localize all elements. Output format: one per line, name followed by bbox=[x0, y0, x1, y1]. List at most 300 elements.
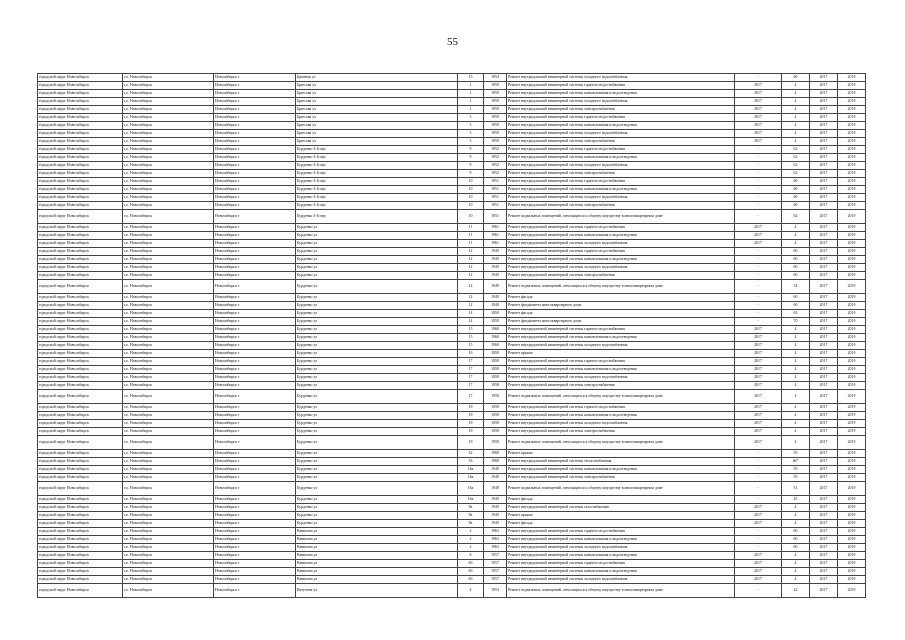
municipality-cell: г.о. Новосибирск bbox=[123, 342, 214, 350]
planned-year-cell: - bbox=[735, 310, 782, 318]
start-year-cell: 2017 bbox=[810, 390, 838, 404]
start-year-cell: 2017 bbox=[810, 576, 838, 584]
table-row bbox=[38, 130, 866, 138]
start-year-cell: 2017 bbox=[810, 146, 838, 154]
build-year-cell: 1959 bbox=[484, 138, 507, 146]
work-type-cell: Ремонт фасада bbox=[507, 294, 735, 302]
end-year-cell: 2019 bbox=[838, 318, 866, 326]
table-row bbox=[38, 302, 866, 310]
planned-year-cell: 2017 bbox=[735, 412, 782, 420]
period-cell: 4 bbox=[782, 350, 810, 358]
district-cell: городской округ Новосибирск bbox=[38, 318, 123, 326]
work-type-cell: Ремонт внутридомовой инженерной системы горячего водоснабжения bbox=[507, 178, 735, 186]
street-cell: Вавилова ул bbox=[296, 528, 458, 536]
work-type-cell: Ремонт внутридомовой инженерной системы канализования и водоотведения bbox=[507, 186, 735, 194]
work-type-cell: Ремонт внутридомовой инженерной системы холодного водоснабжения bbox=[507, 162, 735, 170]
work-type-cell: Ремонт внутридомовой инженерной системы холодного водоснабжения bbox=[507, 342, 735, 350]
build-year-cell: 1963 bbox=[484, 528, 507, 536]
planned-year-cell: - bbox=[735, 280, 782, 294]
house-number-cell: 19 bbox=[458, 428, 484, 436]
work-type-cell: Ремонт внутридомовой инженерной системы теплоснабжения bbox=[507, 458, 735, 466]
table-row bbox=[38, 280, 866, 294]
house-number-cell: 9 bbox=[458, 170, 484, 178]
end-year-cell: 2019 bbox=[838, 248, 866, 256]
period-cell: 4 bbox=[782, 138, 810, 146]
start-year-cell: 2017 bbox=[810, 106, 838, 114]
planned-year-cell: 2017 bbox=[735, 436, 782, 450]
work-type-cell: Ремонт внутридомовой инженерной системы холодного водоснабжения bbox=[507, 194, 735, 202]
house-number-cell: 19 bbox=[458, 420, 484, 428]
end-year-cell: 2019 bbox=[838, 482, 866, 496]
house-number-cell: 1 bbox=[458, 90, 484, 98]
city-cell: Новосибирск г bbox=[214, 146, 296, 154]
build-year-cell: 1949 bbox=[484, 256, 507, 264]
period-cell: 4 bbox=[782, 428, 810, 436]
district-cell: городской округ Новосибирск bbox=[38, 248, 123, 256]
table-row bbox=[38, 162, 866, 170]
house-number-cell: 3 bbox=[458, 130, 484, 138]
end-year-cell: 2019 bbox=[838, 544, 866, 552]
planned-year-cell: - bbox=[735, 482, 782, 496]
work-type-cell: Ремонт подвальных помещений, относящихся к общему имуществу в многоквартирном доме bbox=[507, 436, 735, 450]
start-year-cell: 2017 bbox=[810, 232, 838, 240]
house-number-cell: 19 bbox=[458, 436, 484, 450]
end-year-cell: 2019 bbox=[838, 552, 866, 560]
table-row bbox=[38, 428, 866, 436]
end-year-cell: 2019 bbox=[838, 178, 866, 186]
work-type-cell: Ремонт крыши bbox=[507, 350, 735, 358]
period-cell: 60 bbox=[782, 528, 810, 536]
period-cell: 4 bbox=[782, 404, 810, 412]
district-cell: городской округ Новосибирск bbox=[38, 374, 123, 382]
start-year-cell: 2017 bbox=[810, 466, 838, 474]
municipality-cell: г.о. Новосибирск bbox=[123, 138, 214, 146]
street-cell: Бурденко 3-й пер bbox=[296, 202, 458, 210]
street-cell: Бурденко ул bbox=[296, 496, 458, 504]
period-cell: 4 bbox=[782, 90, 810, 98]
street-cell: Бурденко ул bbox=[296, 256, 458, 264]
city-cell: Новосибирск г bbox=[214, 552, 296, 560]
build-year-cell: 1960 bbox=[484, 334, 507, 342]
table-row bbox=[38, 224, 866, 232]
table-row bbox=[38, 82, 866, 90]
planned-year-cell: 2017 bbox=[735, 240, 782, 248]
house-number-cell: 10 bbox=[458, 202, 484, 210]
build-year-cell: 1949 bbox=[484, 520, 507, 528]
district-cell: городской округ Новосибирск bbox=[38, 106, 123, 114]
house-number-cell: 12 bbox=[458, 248, 484, 256]
end-year-cell: 2019 bbox=[838, 146, 866, 154]
municipality-cell: г.о. Новосибирск bbox=[123, 318, 214, 326]
street-cell: Бурденко ул bbox=[296, 390, 458, 404]
start-year-cell: 2017 bbox=[810, 310, 838, 318]
planned-year-cell: - bbox=[735, 202, 782, 210]
end-year-cell: 2019 bbox=[838, 194, 866, 202]
build-year-cell: 1961 bbox=[484, 240, 507, 248]
build-year-cell: 1959 bbox=[484, 106, 507, 114]
planned-year-cell: 2017 bbox=[735, 358, 782, 366]
district-cell: городской округ Новосибирск bbox=[38, 146, 123, 154]
street-cell: Бурденко ул bbox=[296, 232, 458, 240]
end-year-cell: 2019 bbox=[838, 536, 866, 544]
table-row bbox=[38, 342, 866, 350]
district-cell: городской округ Новосибирск bbox=[38, 232, 123, 240]
start-year-cell: 2017 bbox=[810, 162, 838, 170]
build-year-cell: 1958 bbox=[484, 366, 507, 374]
district-cell: городской округ Новосибирск bbox=[38, 272, 123, 280]
district-cell: городской округ Новосибирск bbox=[38, 504, 123, 512]
street-cell: Брюсова ул bbox=[296, 138, 458, 146]
house-number-cell: 11 bbox=[458, 240, 484, 248]
city-cell: Новосибирск г bbox=[214, 496, 296, 504]
work-type-cell: Ремонт фасада bbox=[507, 520, 735, 528]
end-year-cell: 2019 bbox=[838, 162, 866, 170]
end-year-cell: 2019 bbox=[838, 342, 866, 350]
district-cell: городской округ Новосибирск bbox=[38, 482, 123, 496]
house-number-cell: 16а bbox=[458, 474, 484, 482]
district-cell: городской округ Новосибирск bbox=[38, 466, 123, 474]
end-year-cell: 2019 bbox=[838, 382, 866, 390]
work-type-cell: Ремонт внутридомовой инженерной системы горячего водоснабжения bbox=[507, 404, 735, 412]
build-year-cell: 1949 bbox=[484, 302, 507, 310]
planned-year-cell: 2017 bbox=[735, 122, 782, 130]
build-year-cell: 1963 bbox=[484, 536, 507, 544]
table-row bbox=[38, 358, 866, 366]
build-year-cell: 1958 bbox=[484, 420, 507, 428]
build-year-cell: 1963 bbox=[484, 544, 507, 552]
street-cell: Бурденко ул bbox=[296, 420, 458, 428]
period-cell: 60 bbox=[782, 178, 810, 186]
build-year-cell: 1949 bbox=[484, 474, 507, 482]
municipality-cell: г.о. Новосибирск bbox=[123, 170, 214, 178]
city-cell: Новосибирск г bbox=[214, 122, 296, 130]
street-cell: Бурденко ул bbox=[296, 248, 458, 256]
start-year-cell: 2017 bbox=[810, 436, 838, 450]
municipality-cell: г.о. Новосибирск bbox=[123, 466, 214, 474]
city-cell: Новосибирск г bbox=[214, 412, 296, 420]
end-year-cell: 2019 bbox=[838, 210, 866, 224]
street-cell: Бурденко ул bbox=[296, 458, 458, 466]
start-year-cell: 2017 bbox=[810, 130, 838, 138]
work-type-cell: Ремонт подвальных помещений, относящихся к общему имуществу в многоквартирном доме bbox=[507, 482, 735, 496]
municipality-cell: г.о. Новосибирск bbox=[123, 272, 214, 280]
table-row bbox=[38, 458, 866, 466]
street-cell: Бурденко ул bbox=[296, 382, 458, 390]
house-number-cell: 6б bbox=[458, 568, 484, 576]
city-cell: Новосибирск г bbox=[214, 154, 296, 162]
period-cell: 4 bbox=[782, 382, 810, 390]
planned-year-cell: - bbox=[735, 458, 782, 466]
end-year-cell: 2019 bbox=[838, 404, 866, 412]
street-cell: Бурденко ул bbox=[296, 482, 458, 496]
end-year-cell: 2019 bbox=[838, 256, 866, 264]
street-cell: Бурденко ул bbox=[296, 280, 458, 294]
district-cell: городской округ Новосибирск bbox=[38, 512, 123, 520]
work-type-cell: Ремонт внутридомовой инженерной системы канализования и водоотведения bbox=[507, 568, 735, 576]
period-cell: 4 bbox=[782, 412, 810, 420]
district-cell: городской округ Новосибирск bbox=[38, 194, 123, 202]
work-type-cell: Ремонт внутридомовой инженерной системы канализования и водоотведения bbox=[507, 412, 735, 420]
end-year-cell: 2019 bbox=[838, 240, 866, 248]
street-cell: Ватутина ул bbox=[296, 584, 458, 598]
house-number-cell: 8а bbox=[458, 520, 484, 528]
municipality-cell: г.о. Новосибирск bbox=[123, 366, 214, 374]
build-year-cell: 1957 bbox=[484, 560, 507, 568]
street-cell: Вавилова ул bbox=[296, 568, 458, 576]
build-year-cell: 1958 bbox=[484, 412, 507, 420]
planned-year-cell: - bbox=[735, 210, 782, 224]
table-row bbox=[38, 264, 866, 272]
city-cell: Новосибирск г bbox=[214, 224, 296, 232]
work-type-cell: Ремонт внутридомовой инженерной системы холодного водоснабжения bbox=[507, 576, 735, 584]
period-cell: 63 bbox=[782, 310, 810, 318]
house-number-cell: 12 bbox=[458, 280, 484, 294]
start-year-cell: 2017 bbox=[810, 122, 838, 130]
build-year-cell: 1959 bbox=[484, 130, 507, 138]
build-year-cell: 1950 bbox=[484, 310, 507, 318]
build-year-cell: 1952 bbox=[484, 162, 507, 170]
build-year-cell: 1954 bbox=[484, 74, 507, 82]
table-row bbox=[38, 202, 866, 210]
period-cell: 60 bbox=[782, 248, 810, 256]
municipality-cell: г.о. Новосибирск bbox=[123, 302, 214, 310]
table-row bbox=[38, 114, 866, 122]
street-cell: Бурденко ул bbox=[296, 520, 458, 528]
build-year-cell: 1961 bbox=[484, 224, 507, 232]
planned-year-cell: - bbox=[735, 248, 782, 256]
street-cell: Бурденко ул bbox=[296, 272, 458, 280]
table-row bbox=[38, 536, 866, 544]
municipality-cell: г.о. Новосибирск bbox=[123, 374, 214, 382]
build-year-cell: 1957 bbox=[484, 576, 507, 584]
planned-year-cell: - bbox=[735, 154, 782, 162]
city-cell: Новосибирск г bbox=[214, 350, 296, 358]
start-year-cell: 2017 bbox=[810, 496, 838, 504]
work-type-cell: Ремонт внутридомовой инженерной системы канализования и водоотведения bbox=[507, 90, 735, 98]
work-type-cell: Ремонт внутридомовой инженерной системы электроснабжения bbox=[507, 170, 735, 178]
table-row bbox=[38, 404, 866, 412]
planned-year-cell: 2017 bbox=[735, 82, 782, 90]
planned-year-cell: - bbox=[735, 466, 782, 474]
build-year-cell: 1949 bbox=[484, 482, 507, 496]
district-cell: городской округ Новосибирск bbox=[38, 544, 123, 552]
district-cell: городской округ Новосибирск bbox=[38, 584, 123, 598]
city-cell: Новосибирск г bbox=[214, 334, 296, 342]
municipality-cell: г.о. Новосибирск bbox=[123, 404, 214, 412]
build-year-cell: 1958 bbox=[484, 428, 507, 436]
planned-year-cell: - bbox=[735, 178, 782, 186]
municipality-cell: г.о. Новосибирск bbox=[123, 390, 214, 404]
house-number-cell: 14 bbox=[458, 310, 484, 318]
end-year-cell: 2019 bbox=[838, 428, 866, 436]
build-year-cell: 1961 bbox=[484, 232, 507, 240]
district-cell: городской округ Новосибирск bbox=[38, 496, 123, 504]
house-number-cell: 3 bbox=[458, 138, 484, 146]
work-type-cell: Ремонт крыши bbox=[507, 450, 735, 458]
city-cell: Новосибирск г bbox=[214, 114, 296, 122]
street-cell: Бурденко ул bbox=[296, 504, 458, 512]
table-row bbox=[38, 170, 866, 178]
district-cell: городской округ Новосибирск bbox=[38, 428, 123, 436]
house-number-cell: 10 bbox=[458, 194, 484, 202]
district-cell: городской округ Новосибирск bbox=[38, 90, 123, 98]
municipality-cell: г.о. Новосибирск bbox=[123, 232, 214, 240]
planned-year-cell: 2017 bbox=[735, 520, 782, 528]
municipality-cell: г.о. Новосибирск bbox=[123, 350, 214, 358]
period-cell: 54 bbox=[782, 280, 810, 294]
street-cell: Бурденко ул bbox=[296, 224, 458, 232]
start-year-cell: 2017 bbox=[810, 114, 838, 122]
house-number-cell: 9 bbox=[458, 146, 484, 154]
planned-year-cell: 2017 bbox=[735, 512, 782, 520]
district-cell: городской округ Новосибирск bbox=[38, 170, 123, 178]
street-cell: Бурденко ул bbox=[296, 342, 458, 350]
street-cell: Бурденко ул bbox=[296, 366, 458, 374]
table-row bbox=[38, 122, 866, 130]
planned-year-cell: - bbox=[735, 528, 782, 536]
municipality-cell: г.о. Новосибирск bbox=[123, 248, 214, 256]
district-cell: городской округ Новосибирск bbox=[38, 130, 123, 138]
city-cell: Новосибирск г bbox=[214, 98, 296, 106]
planned-year-cell: 2017 bbox=[735, 224, 782, 232]
planned-year-cell: 2017 bbox=[735, 106, 782, 114]
street-cell: Брюсова ул bbox=[296, 82, 458, 90]
period-cell: 4 bbox=[782, 520, 810, 528]
planned-year-cell: 2017 bbox=[735, 138, 782, 146]
table-row bbox=[38, 256, 866, 264]
municipality-cell: г.о. Новосибирск bbox=[123, 74, 214, 82]
municipality-cell: г.о. Новосибирск bbox=[123, 576, 214, 584]
street-cell: Вавилова ул bbox=[296, 552, 458, 560]
municipality-cell: г.о. Новосибирск bbox=[123, 162, 214, 170]
table-row bbox=[38, 240, 866, 248]
build-year-cell: 1958 bbox=[484, 382, 507, 390]
table-row bbox=[38, 496, 866, 504]
district-cell: городской округ Новосибирск bbox=[38, 310, 123, 318]
municipality-cell: г.о. Новосибирск bbox=[123, 528, 214, 536]
municipality-cell: г.о. Новосибирск bbox=[123, 358, 214, 366]
period-cell: 60 bbox=[782, 272, 810, 280]
district-cell: городской округ Новосибирск bbox=[38, 520, 123, 528]
street-cell: Бурденко ул bbox=[296, 358, 458, 366]
end-year-cell: 2019 bbox=[838, 170, 866, 178]
house-number-cell: 4 bbox=[458, 584, 484, 598]
city-cell: Новосибирск г bbox=[214, 474, 296, 482]
end-year-cell: 2019 bbox=[838, 358, 866, 366]
district-cell: городской округ Новосибирск bbox=[38, 552, 123, 560]
district-cell: городской округ Новосибирск bbox=[38, 390, 123, 404]
municipality-cell: г.о. Новосибирск bbox=[123, 154, 214, 162]
street-cell: Бурденко 3-й пер bbox=[296, 178, 458, 186]
house-number-cell: 6б bbox=[458, 560, 484, 568]
start-year-cell: 2017 bbox=[810, 412, 838, 420]
planned-year-cell: - bbox=[735, 318, 782, 326]
table-row bbox=[38, 482, 866, 496]
municipality-cell: г.о. Новосибирск bbox=[123, 496, 214, 504]
period-cell: 4 bbox=[782, 366, 810, 374]
municipality-cell: г.о. Новосибирск bbox=[123, 90, 214, 98]
municipality-cell: г.о. Новосибирск bbox=[123, 264, 214, 272]
municipality-cell: г.о. Новосибирск bbox=[123, 474, 214, 482]
start-year-cell: 2017 bbox=[810, 536, 838, 544]
planned-year-cell: - bbox=[735, 186, 782, 194]
municipality-cell: г.о. Новосибирск bbox=[123, 310, 214, 318]
end-year-cell: 2019 bbox=[838, 350, 866, 358]
start-year-cell: 2017 bbox=[810, 280, 838, 294]
district-cell: городской округ Новосибирск bbox=[38, 264, 123, 272]
end-year-cell: 2019 bbox=[838, 138, 866, 146]
period-cell: 4 bbox=[782, 512, 810, 520]
work-type-cell: Ремонт внутридомовой инженерной системы холодного водоснабжения bbox=[507, 74, 735, 82]
build-year-cell: 1951 bbox=[484, 202, 507, 210]
city-cell: Новосибирск г bbox=[214, 186, 296, 194]
table-row bbox=[38, 154, 866, 162]
end-year-cell: 2019 bbox=[838, 412, 866, 420]
end-year-cell: 2019 bbox=[838, 390, 866, 404]
district-cell: городской округ Новосибирск bbox=[38, 576, 123, 584]
street-cell: Бурденко ул bbox=[296, 404, 458, 412]
period-cell: 4 bbox=[782, 342, 810, 350]
planned-year-cell: 2017 bbox=[735, 374, 782, 382]
period-cell: 4 bbox=[782, 504, 810, 512]
table-row bbox=[38, 272, 866, 280]
house-number-cell: 15 bbox=[458, 326, 484, 334]
table-row bbox=[38, 382, 866, 390]
house-number-cell: 1 bbox=[458, 98, 484, 106]
planned-year-cell: 2017 bbox=[735, 326, 782, 334]
period-cell: 60 bbox=[782, 256, 810, 264]
work-type-cell: Ремонт внутридомовой инженерной системы канализования и водоотведения bbox=[507, 334, 735, 342]
end-year-cell: 2019 bbox=[838, 466, 866, 474]
period-cell: 62 bbox=[782, 146, 810, 154]
work-type-cell: Ремонт внутридомовой инженерной системы холодного водоснабжения bbox=[507, 240, 735, 248]
planned-year-cell: 2017 bbox=[735, 404, 782, 412]
city-cell: Новосибирск г bbox=[214, 264, 296, 272]
street-cell: Бурденко ул bbox=[296, 326, 458, 334]
city-cell: Новосибирск г bbox=[214, 178, 296, 186]
house-number-cell: 11 bbox=[458, 232, 484, 240]
house-number-cell: 8а bbox=[458, 512, 484, 520]
table-row bbox=[38, 74, 866, 82]
house-number-cell: 2 bbox=[458, 544, 484, 552]
period-cell: 55 bbox=[782, 474, 810, 482]
house-number-cell: 3 bbox=[458, 114, 484, 122]
house-number-cell: 17 bbox=[458, 358, 484, 366]
district-cell: городской округ Новосибирск bbox=[38, 342, 123, 350]
start-year-cell: 2017 bbox=[810, 568, 838, 576]
end-year-cell: 2019 bbox=[838, 224, 866, 232]
planned-year-cell: - bbox=[735, 474, 782, 482]
municipality-cell: г.о. Новосибирск bbox=[123, 458, 214, 466]
start-year-cell: 2017 bbox=[810, 458, 838, 466]
house-number-cell: 12 bbox=[458, 272, 484, 280]
planned-year-cell: 2017 bbox=[735, 576, 782, 584]
end-year-cell: 2019 bbox=[838, 272, 866, 280]
build-year-cell: 1952 bbox=[484, 154, 507, 162]
work-type-cell: Ремонт внутридомовой инженерной системы электроснабжения bbox=[507, 272, 735, 280]
planned-year-cell: 2017 bbox=[735, 342, 782, 350]
city-cell: Новосибирск г bbox=[214, 382, 296, 390]
period-cell: 55 bbox=[782, 450, 810, 458]
work-type-cell: Ремонт подвальных помещений, относящихся к общему имуществу в многоквартирном доме bbox=[507, 280, 735, 294]
work-type-cell: Ремонт внутридомовой инженерной системы горячего водоснабжения bbox=[507, 146, 735, 154]
period-cell: 60 bbox=[782, 536, 810, 544]
municipality-cell: г.о. Новосибирск bbox=[123, 520, 214, 528]
house-number-cell: 17 bbox=[458, 390, 484, 404]
table-row bbox=[38, 334, 866, 342]
district-cell: городской округ Новосибирск bbox=[38, 412, 123, 420]
work-type-cell: Ремонт фасада bbox=[507, 310, 735, 318]
